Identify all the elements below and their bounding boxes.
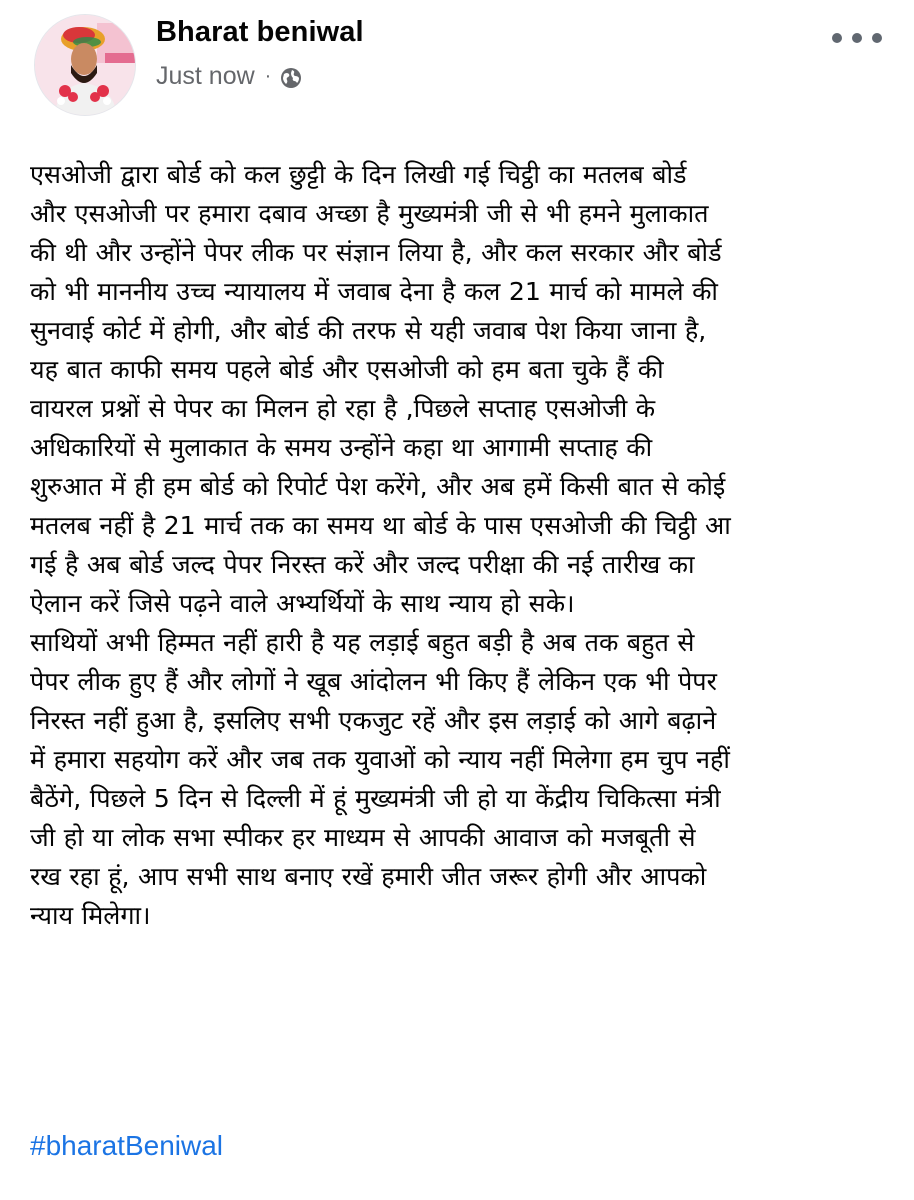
post-header xyxy=(0,0,914,130)
globe-icon[interactable] xyxy=(279,66,303,90)
hashtag-link[interactable]: #bharatBeniwal xyxy=(30,1130,224,1161)
author-avatar[interactable] xyxy=(34,14,136,116)
meta-separator: · xyxy=(264,65,272,87)
more-dot xyxy=(832,33,842,43)
post-text xyxy=(30,155,898,935)
author-name[interactable]: Bharat beniwal xyxy=(156,16,364,48)
more-dot xyxy=(872,33,882,43)
post-paragraph: साथियों अभी हिम्मत नहीं हारी है यह लड़ाई बहुत बड़ी है अब तक बहुत से पेपर लीक हुए हैं और लोगों ने खूब आंदोलन भी किए हैं लेकिन एक भी पेपर निरस्त नहीं हुआ है, इसलिए सभी एकजुट रहें और इस लड़ाई को आगे बढ़ाने में हमारा सहयोग करें और जब तक युवाओं को न्याय नहीं मिलेगा हम चुप नहीं बैठेंगे, पिछले 5 दिन से दिल्ली में हूं मुख्यमंत्री जी हो या केंद्रीय चिकित्सा मंत्री जी हो या लोक सभा स्पीकर हर माध्यम से आपकी आवाज को मजबूती से रख रहा हूं, आप सभी साथ बनाए रखें हमारी जीत जरूर होगी और आपको न्याय मिलेगा। xyxy=(30,628,730,930)
post-meta xyxy=(156,62,303,91)
more-dot xyxy=(852,33,862,43)
avatar-photo xyxy=(35,15,135,115)
post-paragraph: एसओजी द्वारा बोर्ड को कल छुट्टी के दिन लिखी गई चिट्ठी का मतलब बोर्ड और एसओजी पर हमारा दबाव अच्छा है मुख्यमंत्री जी से भी हमने मुलाकात की थी और उन्होंने पेपर लीक पर संज्ञान लिया है, और कल सरकार और बोर्ड को भी माननीय उच्च न्यायालय में जवाब देना है कल 21 मार्च को मामले की सुनवाई कोर्ट में होगी, और बोर्ड की तरफ से यही जवाब पेश किया जाना है, यह बात काफी समय पहले बोर्ड और एसओजी को हम बता चुके हैं की वायरल प्रश्नों से पेपर का मिलन हो रहा है ,पिछले सप्ताह एसओजी के अधिकारियों से मुलाकात के समय उन्होंने कहा था आगामी सप्ताह की शुरुआत में ही हम बोर्ड को रिपोर्ट पेश करेंगे, और अब हमें किसी बात से कोई मतलब नहीं है 21 मार्च तक का समय था बोर्ड के पास एसओजी की चिट्ठी आ गई है अब बोर्ड जल्द पेपर निरस्त करें और जल्द परीक्षा की नई तारीख का ऐलान करें जिसे पढ़ने वाले अभ्यर्थियों के साथ न्याय हो सके। xyxy=(30,160,731,618)
post-timestamp[interactable]: Just now xyxy=(156,62,255,90)
more-options-icon[interactable] xyxy=(832,28,882,48)
